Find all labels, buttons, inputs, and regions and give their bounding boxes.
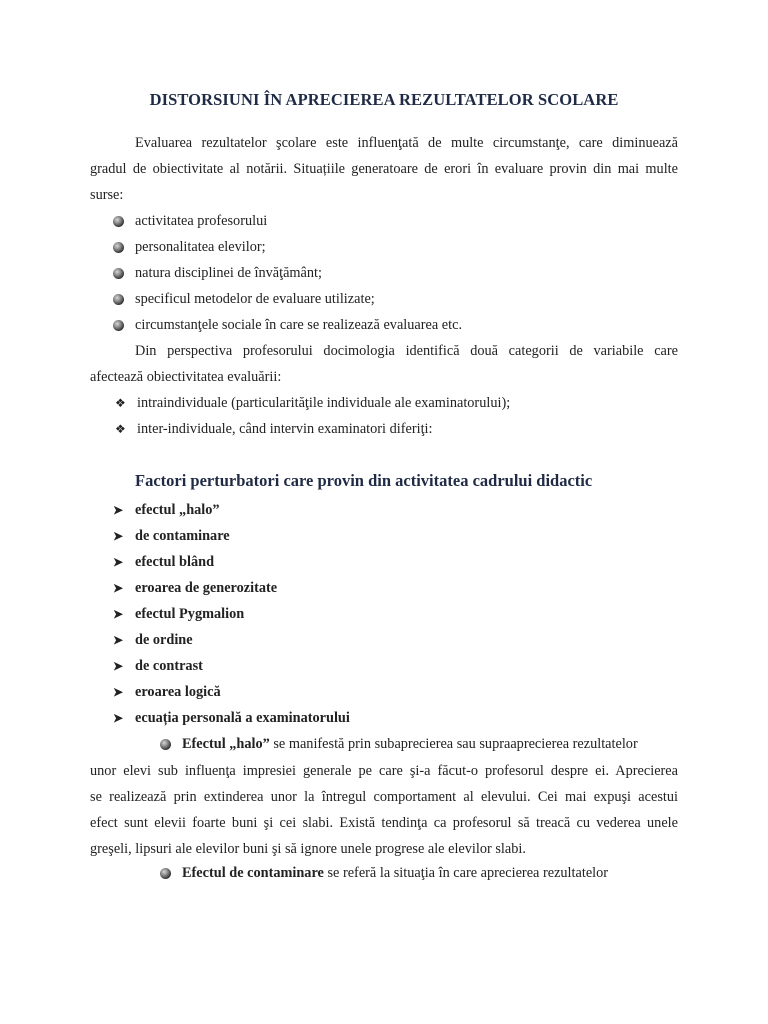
factor-label: de contaminare xyxy=(135,528,230,544)
arrow-bullet-icon: ➤ xyxy=(113,581,124,595)
factor-label: efectul Pygmalion xyxy=(135,606,245,622)
list-item xyxy=(113,212,267,230)
round-bullet-icon xyxy=(113,242,124,253)
factor-label: ecuația personală a examinatorului xyxy=(135,710,350,726)
halo-line-5: greşeli, lipsuri ale elevilor buni şi să ignore unele progrese ale elevilor slabi. xyxy=(90,841,526,857)
round-bullet-icon xyxy=(160,739,171,750)
perspective-line-1: Din perspectiva profesorului docimologia identifică două categorii de variabile care xyxy=(135,343,678,359)
halo-term: Efectul „halo” xyxy=(182,736,270,752)
round-bullet-icon xyxy=(160,868,171,879)
source-label: circumstanţele sociale în care se realizează evaluarea etc. xyxy=(135,317,463,333)
intro-line-2: gradul de obiectivitate al notării. Situațiile generatoare de erori în evaluare provin din mai multe xyxy=(90,161,678,177)
halo-line-2: unor elevi sub influenţa impresiei generale pe care şi-a făcut-o profesorul despre ei. Aprecierea xyxy=(90,763,678,779)
source-label: personalitatea elevilor; xyxy=(135,239,266,255)
page-title: DISTORSIUNI ÎN APRECIEREA REZULTATELOR SCOLARE xyxy=(149,90,619,109)
intro-line-1: Evaluarea rezultatelor şcolare este influenţată de multe circumstanţe, care diminuează xyxy=(135,135,678,151)
factor-label: efectul „halo” xyxy=(135,502,220,518)
list-item xyxy=(113,238,266,256)
contamination-term: Efectul de contaminare xyxy=(182,865,324,881)
arrow-bullet-icon: ➤ xyxy=(113,555,124,569)
factor-label: eroarea de generozitate xyxy=(135,580,278,596)
halo-paragraph-first-line xyxy=(160,735,638,753)
factor-label: de contrast xyxy=(135,658,203,674)
arrow-bullet-icon: ➤ xyxy=(113,685,124,699)
list-item xyxy=(113,527,230,545)
list-item xyxy=(115,394,510,412)
arrow-bullet-icon: ➤ xyxy=(113,633,124,647)
contamination-text: se referă la situaţia în care aprecierea rezultatelor xyxy=(323,865,609,881)
round-bullet-icon xyxy=(113,320,124,331)
arrow-bullet-icon: ➤ xyxy=(113,529,124,543)
source-label: activitatea profesorului xyxy=(135,213,268,229)
perspective-line-2: afectează obiectivitatea evaluării: xyxy=(90,369,282,385)
list-item xyxy=(113,290,375,308)
list-item xyxy=(113,316,462,334)
list-item xyxy=(113,605,244,623)
list-item xyxy=(113,579,277,597)
halo-line-4: efect sunt elevii foarte buni şi cei slabi. Există tendinţa ca profesorul să treacă cu vederea unele xyxy=(90,815,678,831)
arrow-bullet-icon: ➤ xyxy=(113,503,124,517)
arrow-bullet-icon: ➤ xyxy=(113,659,124,673)
source-label: natura disciplinei de învăţământ; xyxy=(135,265,322,281)
list-item xyxy=(113,683,221,701)
halo-text: se manifestă prin subaprecierea sau supraaprecierea rezultatelor xyxy=(269,736,638,752)
section-heading: Factori perturbatori care provin din activitatea cadrului didactic xyxy=(135,471,593,490)
source-label: specificul metodelor de evaluare utilizate; xyxy=(135,291,375,307)
round-bullet-icon xyxy=(113,294,124,305)
list-item xyxy=(115,420,432,438)
list-item xyxy=(113,657,203,675)
factor-label: eroarea logică xyxy=(135,684,221,700)
contamination-paragraph-first-line xyxy=(160,864,608,882)
factor-label: efectul blând xyxy=(135,554,215,570)
round-bullet-icon xyxy=(113,216,124,227)
variable-label: intraindividuale (particularităţile individuale ale examinatorului); xyxy=(137,395,511,411)
diamond-bullet-icon: ❖ xyxy=(115,422,126,436)
list-item xyxy=(113,553,214,571)
list-item xyxy=(113,631,193,649)
variable-label: inter-individuale, când intervin examinatori diferiţi: xyxy=(137,421,433,437)
intro-line-3: surse: xyxy=(90,187,124,203)
list-item xyxy=(113,264,322,282)
halo-line-3: se realizează prin extinderea unor la întregul comportament al elevului. Cei mai expuşi acestui xyxy=(90,789,678,805)
factor-label: de ordine xyxy=(135,632,193,648)
arrow-bullet-icon: ➤ xyxy=(113,711,124,725)
round-bullet-icon xyxy=(113,268,124,279)
list-item xyxy=(113,709,350,727)
arrow-bullet-icon: ➤ xyxy=(113,607,124,621)
list-item xyxy=(113,501,220,519)
diamond-bullet-icon: ❖ xyxy=(115,396,126,410)
